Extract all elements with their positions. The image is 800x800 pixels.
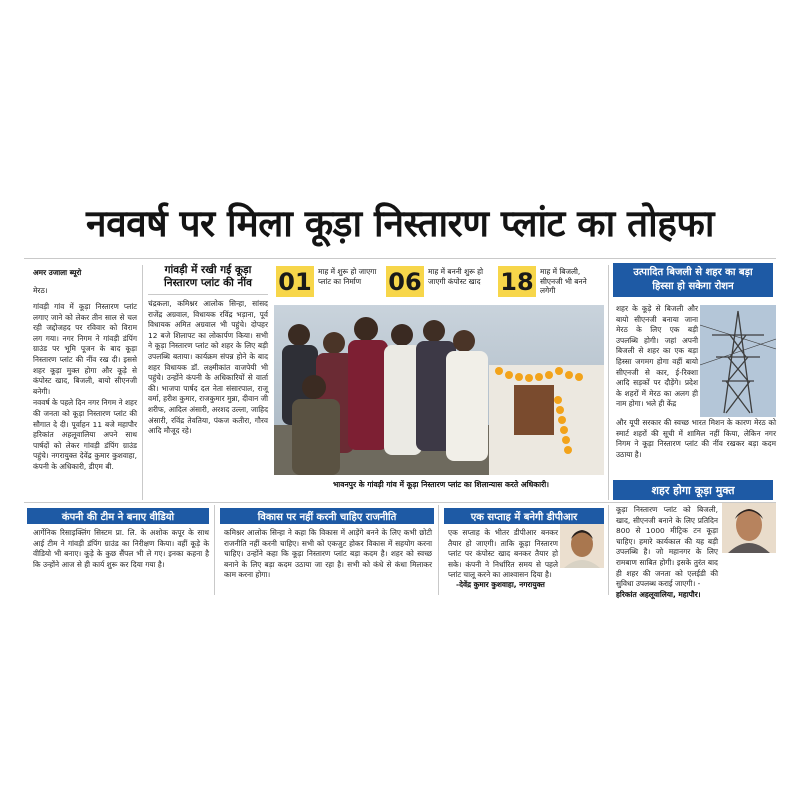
ceremony-photo-illustration bbox=[274, 305, 604, 475]
power-tower-illustration bbox=[700, 305, 776, 417]
column-divider bbox=[214, 505, 215, 595]
step-number: 18 bbox=[498, 266, 536, 297]
heading-rule bbox=[148, 294, 268, 295]
photo-caption: भावनपुर के गांवड़ी गांव में कूड़ा निस्तारण प्लांट का शिलान्यास करते अधिकारी। bbox=[332, 480, 550, 489]
mayor-portrait-illustration bbox=[722, 503, 776, 553]
heading-line: हिस्सा हो सकेगा रोशन bbox=[652, 281, 734, 292]
bottom-text: कमिश्नर आलोक सिन्हा ने कहा कि विकास में आड़ेंगे बनने के लिए कभी छोटी राजनीति नहीं करनी चाहिए। सभी को एकजुट होकर विकास में सहयोग करना चाहिए। उन्होंने कहा कि कूड़ा निस्तारण प्लांट बड़ा कदम है। शहर को स्वच्छ बनाने के लिए बड़ा कदम उठाया जा रहा है। सभी को कंधे से कंधा मिलाकर काम करना होगा। bbox=[224, 528, 432, 580]
column-divider bbox=[608, 505, 609, 595]
right-bottom-heading: शहर होगा कूड़ा मुक्त bbox=[613, 480, 773, 500]
column-two-heading bbox=[148, 264, 268, 290]
power-tower-photo bbox=[700, 305, 776, 417]
byline: अमर उजाला ब्यूरो bbox=[33, 268, 82, 277]
bottom-byline: -देवेंद्र कुमार कुशवाहा, नगरायुक्त bbox=[456, 580, 545, 589]
bottom-text: एक सप्ताह के भीतर डीपीआर बनकर तैयार हो जाएगी। ताकि कूड़ा निस्तारण प्लांट पर कंपोस्ट खाद बनकर तैयार हो सके। कंपनी ने निर्धारित समय से पहले प्लांट चालू करने का आश्वासन दिया है। bbox=[448, 528, 558, 580]
column-two bbox=[148, 264, 268, 437]
right-bottom-text: कूड़ा निस्तारण प्लांट को बिजली, खाद, सीएनजी बनाने के लिए प्रतिदिन 800 से 1000 मीट्रिक टन कूड़ा चाहिए। हमारे कार्यकाल की यह बड़ी उपलब्धि है। जो महानगर के लिए रामबाण साबित होगी। इसके तुरंत बाद ही शहर की जनता को एलईडी की सुविधा उपलब्ध कराई जाएगी। - bbox=[616, 505, 718, 589]
left-column bbox=[33, 268, 137, 474]
column-divider bbox=[608, 265, 609, 500]
heading-line: गांवड़ी में रखी गई कूड़ा bbox=[164, 264, 252, 276]
main-photo bbox=[274, 305, 604, 475]
bottom-heading: कंपनी की टीम ने बनाए वीडियो bbox=[27, 508, 209, 524]
paragraph: नववर्ष के पहले दिन नगर निगम ने शहर की जनता को कूड़ा निस्तारण प्लांट की सौगात दे दी। पूर्वाहन 11 बजे महापौर हरिकांत अहलूवालिया अपने साथ पार्षदों को लेकर गांवड़ी डंपिंग ग्राउंड पहुंचे। नगरायुक्त देवेंद्र कुमार कुशवाहा, कंपनी के अधिकारी, डीएम बी. bbox=[33, 398, 137, 471]
step-text: माह में शुरू हो जाएगा प्लांट का निर्माण bbox=[318, 267, 377, 286]
step-number: 06 bbox=[386, 266, 424, 297]
heading-line: निस्तारण प्लांट की नींव bbox=[164, 277, 252, 289]
left-column-text bbox=[33, 302, 137, 473]
column-two-text: चंद्रकला, कमिश्नर आलोक सिन्हा, सांसद राजेंद्र अग्रवाल, विधायक रविंद्र भड़ाना, पूर्व विधायक अमित अग्रवाल भी पहुंचे। दोपहर 12 बजे शिलापट का लोकार्पण किया। सभी ने कूड़ा निस्तारण प्लांट को शहर के लिए बड़ी उपलब्धि बताया। कार्यक्रम संपन्न होने के बाद शहर विधायक डॉ. लक्ष्मीकांत वाजपेयी भी पहुंचे। उन्होंने कंपनी के अधिकारियों से वार्ता की। भाजपा पार्षद दल नेता संसारपाल, राजू वर्मा, हरीश कुमार, राजकुमार मुन्ना, दीवान जी शरीफ, आदिल अंसारी, अरशद उल्ला, जाहिद अंसारी, रविंद्र तेवतिया, पंकज कतीरा, गौरव आदि मौजूद रहे। bbox=[148, 299, 268, 436]
right-top-text-full: और यूपी सरकार की स्वच्छ भारत मिशन के कारण मेरठ को स्मार्ट शहरों की सूची में शामिल नहीं किया, लेकिन नगर निगम ने कूड़ा निस्तारण प्लांट की नींव रखकर बड़ा कदम उठाया है। bbox=[616, 418, 776, 459]
bottom-heading: एक सप्ताह में बनेगी डीपीआर bbox=[444, 508, 604, 524]
column-divider bbox=[438, 505, 439, 595]
column-divider bbox=[142, 265, 143, 500]
bottom-rule bbox=[24, 502, 776, 503]
paragraph: गांवड़ी गांव में कूड़ा निस्तारण प्लांट लगाए जाने को लेकर तीन साल से चल रही जद्दोजहद पर रविवार को विराम लग गया। नगर निगम ने गांवड़ी डंपिंग ग्राउंड पर भूमि पूजन के बाद कूड़ा निस्तारण प्लांट की नींव रख दी। इससे शहर कूड़ा मुक्त होगा और कूड़े से कंपोस्ट खाद, बिजली, बायो सीएनजी बनेगी। bbox=[33, 302, 137, 396]
page-headline: नववर्ष पर मिला कूड़ा निस्तारण प्लांट का तोहफा bbox=[86, 202, 714, 245]
step-text: माह में बिजली, सीएनजी भी बनने लगेगी bbox=[540, 267, 587, 295]
step-number: 01 bbox=[276, 266, 314, 297]
right-top-heading bbox=[613, 263, 773, 297]
commissioner-portrait-illustration bbox=[560, 524, 604, 568]
right-bottom-byline: हरिकांत अहलूवालिया, महापौर। bbox=[616, 590, 701, 599]
bottom-heading: विकास पर नहीं करनी चाहिए राजनीति bbox=[220, 508, 434, 524]
right-top-text: शहर के कूड़े से बिजली और बायो सीएनजी बनाया जाना मेरठ के लिए एक बड़ी उपलब्धि होगी। जहां अपनी बिजली से शहर का एक बड़ा हिस्सा जगमग होगा वहीं बायो सीएनजी से कार, ई-रिक्शा आदि सड़कों पर दौड़ेंगे। प्रदेश के शहरों में मेरठ का अलग ही नाम होगा। भले ही केंद्र bbox=[616, 304, 698, 409]
heading-line: उत्पादित बिजली से शहर का बड़ा bbox=[633, 267, 753, 278]
step-text: माह में बननी शुरू हो जाएगी कंपोस्ट खाद bbox=[428, 267, 484, 286]
commissioner-portrait bbox=[560, 524, 604, 568]
dateline: मेरठ। bbox=[33, 286, 48, 295]
mayor-portrait bbox=[722, 503, 776, 553]
bottom-text: आर्गेनिक रिसाइक्लिंग सिस्टम प्रा. लि. के अशोक कपूर के साथ आई टीम ने गांवड़ी डंपिंग ग्राउंड का निरीक्षण किया। वहीं कूड़े के वीडियो भी बनाए। कूड़े के कुछ सैंपल भी ले गए। इनका कहना है कि उन्होंने आज से ही कार्य शुरू कर दिया गया है। bbox=[33, 528, 209, 569]
headline-rule bbox=[24, 258, 776, 259]
